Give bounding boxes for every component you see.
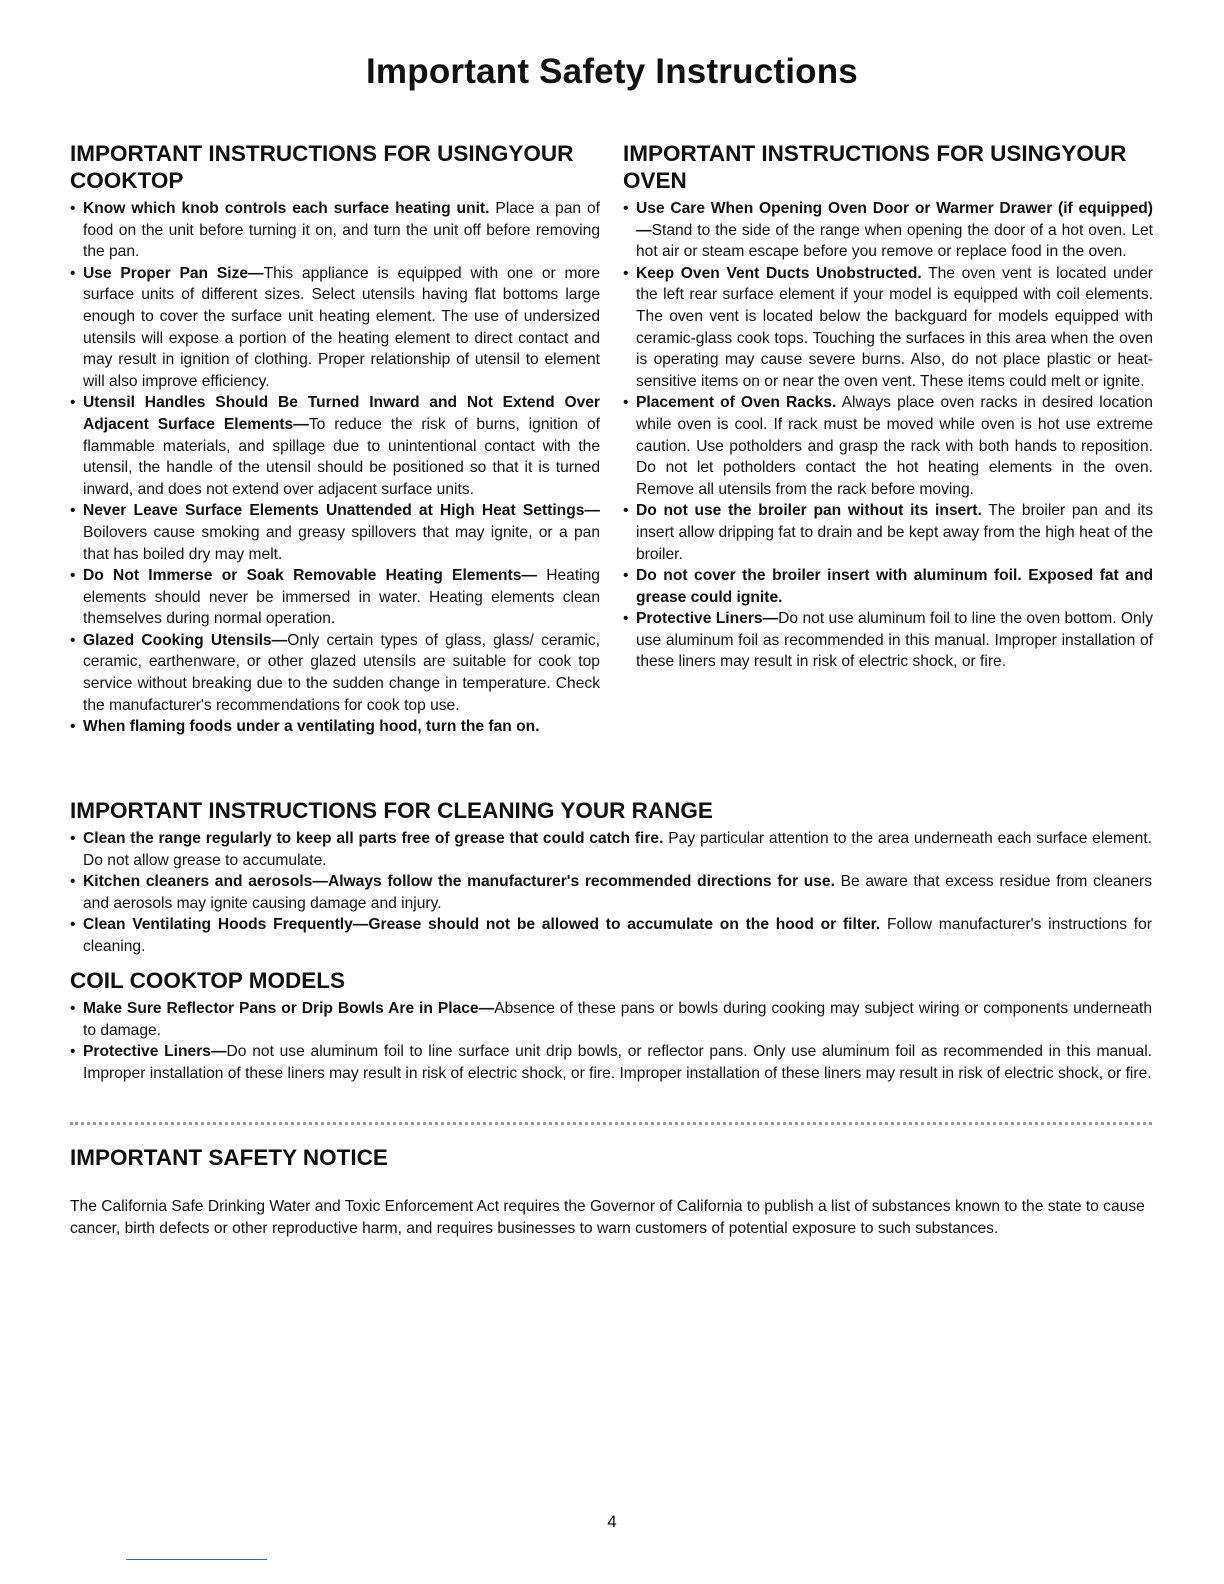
list-item — [70, 828, 1152, 871]
section-divider — [70, 1122, 1152, 1125]
item-text: Boilovers cause smoking and greasy spillovers that may ignite, or a pan that has boiled dry may melt. — [83, 523, 600, 563]
page-number: 4 — [607, 1512, 617, 1531]
item-lead: Do not use the broiler pan without its insert. — [636, 502, 982, 520]
list-item — [70, 198, 600, 263]
item-lead: Placement of Oven Racks. — [636, 394, 837, 412]
item-text: Absence of these pans or bowls during cooking may subject wiring or components underneath to damage. — [83, 1000, 1152, 1039]
item-lead: Clean the range regularly to keep all parts free of grease that could catch fire. — [83, 830, 664, 847]
list-item — [623, 608, 1153, 673]
list-item — [70, 565, 600, 630]
item-lead: Protective Liners— — [636, 610, 779, 628]
oven-list — [623, 198, 1153, 673]
list-item — [623, 565, 1153, 608]
list-item — [70, 914, 1152, 957]
item-lead: Use Proper Pan Size— — [83, 264, 264, 282]
list-item — [70, 998, 1152, 1041]
item-lead: Keep Oven Vent Ducts Unobstructed. — [636, 264, 922, 282]
cooktop-heading: IMPORTANT INSTRUCTIONS FOR USINGYOUR COOKTOP — [70, 141, 574, 193]
item-text: Follow manufacturer's instructions for cleaning. — [83, 916, 1153, 955]
list-item — [70, 392, 600, 500]
item-text: Only certain types of glass, glass/ ceramic, ceramic, earthenware, or other glazed utensils are suitable for cook top service without breaking due to the sudden change in temperature. Check the manufacturer's recommendations for cook top use. — [83, 631, 601, 714]
item-text: Place a pan of food on the unit before turning it on, and turn the unit off before removing the pan. — [83, 200, 600, 261]
list-item — [70, 871, 1152, 914]
item-text: Do not use aluminum foil to line the oven bottom. Only use aluminum foil as recommended in this manual. Improper installation of these liners may result in risk of electric shock, or fire. — [636, 610, 1153, 671]
list-item — [70, 1041, 1152, 1084]
cleaning-list — [70, 828, 1152, 958]
item-text: The oven vent is located under the left rear surface element if your model is equipped with coil elements. The oven vent is located below the backguard for models equipped with ceramic-glass cook tops. Touching the surfaces in this area when the oven is operating may cause severe burns. Also, do not place plastic or heat-sensitive items on or near the oven vent. These items could melt or ignite. — [636, 264, 1153, 390]
list-item — [70, 263, 600, 393]
cooktop-list — [70, 198, 600, 738]
cooktop-section — [70, 140, 600, 738]
list-item — [623, 392, 1153, 500]
item-lead: Utensil Handles Should Be Turned Inward and Not Extend Over Adjacent Surface Elements— — [83, 394, 600, 433]
item-text: To reduce the risk of burns, ignition of flammable materials, and spillage due to unintentional contact with the utensil, the handle of the utensil should be positioned so that it is turned inward, and does not extend over adjacent surface units. — [83, 415, 601, 498]
item-text: Do not use aluminum foil to line surface unit drip bowls, or reflector pans. Only use aluminum foil as recommended in this manual. Improper installation of these liners may result in risk of electric shock, or fire. Improper installation of these liners may result in risk of electric shock, or fire. — [83, 1043, 1152, 1082]
oven-heading: IMPORTANT INSTRUCTIONS FOR USINGYOUR OVEN — [623, 141, 1127, 193]
item-lead: Glazed Cooking Utensils— — [83, 631, 288, 649]
item-text: The broiler pan and its insert allow dripping fat to drain and be kept away from the high heat of the broiler. — [636, 502, 1153, 563]
item-lead: Clean Ventilating Hoods Frequently—Grease should not be allowed to accumulate on the hood or filter. — [83, 916, 881, 934]
coil-list — [70, 998, 1152, 1084]
cleaning-section — [70, 797, 1152, 958]
item-lead: Know which knob controls each surface heating unit. — [83, 200, 490, 217]
page-title: Important Safety Instructions — [366, 52, 858, 91]
list-item — [70, 500, 600, 565]
coil-heading: COIL COOKTOP MODELS — [70, 968, 346, 993]
item-text: Heating elements should never be immersed in water. Heating elements clean themselves during normal operation. — [83, 567, 600, 628]
list-item — [623, 198, 1153, 263]
item-lead: Make Sure Reflector Pans or Drip Bowls Are in Place— — [83, 1000, 495, 1017]
item-lead: Do not cover the broiler insert with aluminum foil. Exposed fat and grease could ignite. — [636, 567, 1153, 606]
item-lead: When flaming foods under a ventilating hood, turn the fan on. — [83, 718, 540, 736]
item-lead: Do Not Immerse or Soak Removable Heating Elements— — [83, 567, 537, 585]
oven-section — [623, 140, 1153, 673]
cleaning-heading: IMPORTANT INSTRUCTIONS FOR CLEANING YOUR RANGE — [70, 798, 713, 823]
item-lead: Never Leave Surface Elements Unattended at High Heat Settings— — [83, 502, 600, 520]
item-lead: Protective Liners— — [83, 1043, 227, 1061]
footer-rule — [126, 1559, 267, 1560]
item-text: Always place oven racks in desired location while oven is cool. If rack must be moved while oven is hot use extreme caution. Use potholders and grasp the rack with both hands to reposition. Do not let potholders contact the hot heating elements in the oven. Remove all utensils from the rack before moving. — [636, 394, 1153, 498]
item-text: Pay particular attention to the area underneath each surface element. Do not allow grease to accumulate. — [83, 830, 1152, 869]
item-lead: Use Care When Opening Oven Door or Warmer Drawer (if equipped)— — [636, 200, 1153, 239]
item-text: Stand to the side of the range when opening the door of a hot oven. Let hot air or steam escape before you remove or replace food in the oven. — [636, 221, 1153, 261]
list-item — [70, 716, 600, 738]
item-text: This appliance is equipped with one or more surface units of different sizes. Select utensils having flat bottoms large enough to cover the surface unit heating element. The use of undersized utensils will expose a portion of the heating element to direct contact and may result in ignition of clothing. Proper relationship of utensil to element will also improve efficiency. — [83, 264, 601, 390]
item-text: Be aware that excess residue from cleaners and aerosols may ignite causing damage and injury. — [83, 873, 1153, 912]
list-item — [70, 630, 600, 716]
notice-heading: IMPORTANT SAFETY NOTICE — [70, 1145, 388, 1170]
list-item — [623, 500, 1153, 565]
coil-section — [70, 967, 1152, 1084]
notice-body: The California Safe Drinking Water and Toxic Enforcement Act requires the Governor of California to publish a list of substances known to the state to cause cancer, birth defects or other reproductive harm, and requires businesses to warn customers of potential exposure to such substances. — [70, 1198, 1145, 1237]
list-item — [623, 263, 1153, 393]
item-lead: Kitchen cleaners and aerosols—Always follow the manufacturer's recommended directions for use. — [83, 873, 835, 891]
